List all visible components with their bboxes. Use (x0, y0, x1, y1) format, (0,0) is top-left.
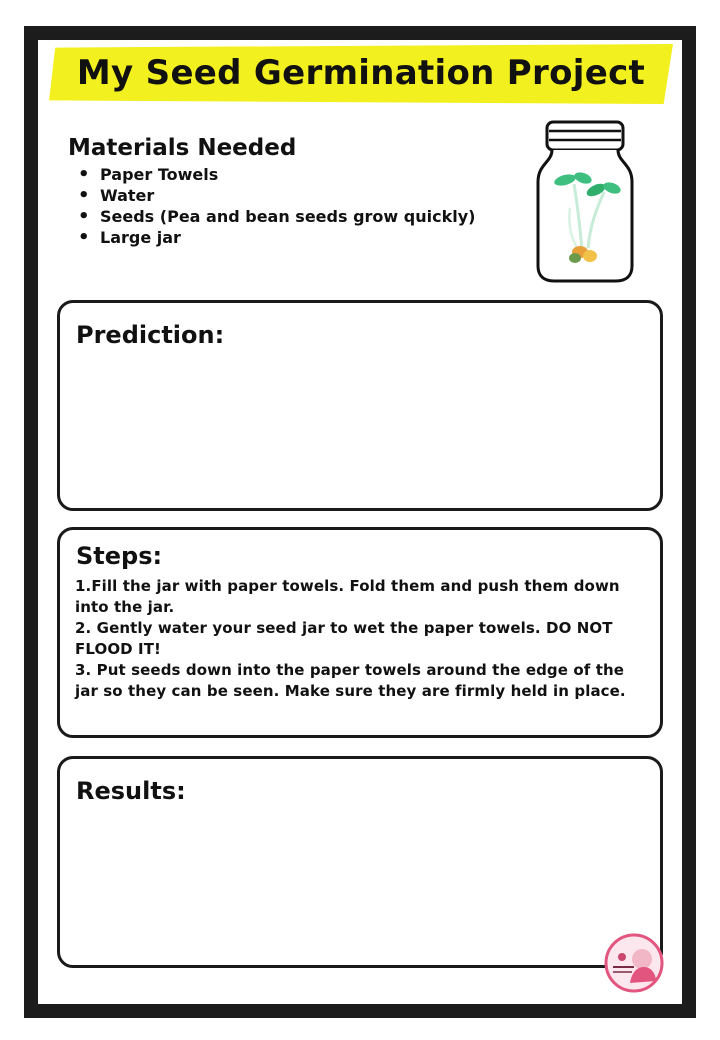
steps-list (75, 576, 645, 702)
list-item: • Seeds (Pea and bean seeds grow quickly) (100, 206, 528, 227)
steps-box (57, 527, 663, 738)
list-item: • Large jar (100, 227, 528, 248)
mason-jar-sprout-icon (530, 118, 640, 286)
steps-heading: Steps: (76, 542, 163, 570)
teacher-logo-icon (604, 933, 664, 993)
materials-list (68, 164, 528, 248)
results-heading: Results: (76, 777, 186, 805)
list-item: • Paper Towels (100, 164, 528, 185)
step-item: 3. Put seeds down into the paper towels around the edge of the jar so they can be seen. Make sure they are firmly held in place. (75, 661, 626, 700)
step-item: 2. Gently water your seed jar to wet the paper towels. DO NOT FLOOD IT! (75, 619, 613, 658)
materials-heading: Materials Needed (68, 135, 297, 161)
materials-section (68, 134, 528, 248)
step-item: 1.Fill the jar with paper towels. Fold them and push them down into the jar. (75, 577, 620, 616)
page-title: My Seed Germination Project (76, 53, 646, 93)
results-box[interactable] (57, 756, 663, 968)
prediction-heading: Prediction: (76, 321, 225, 349)
prediction-box[interactable] (57, 300, 663, 511)
list-item: • Water (100, 185, 528, 206)
